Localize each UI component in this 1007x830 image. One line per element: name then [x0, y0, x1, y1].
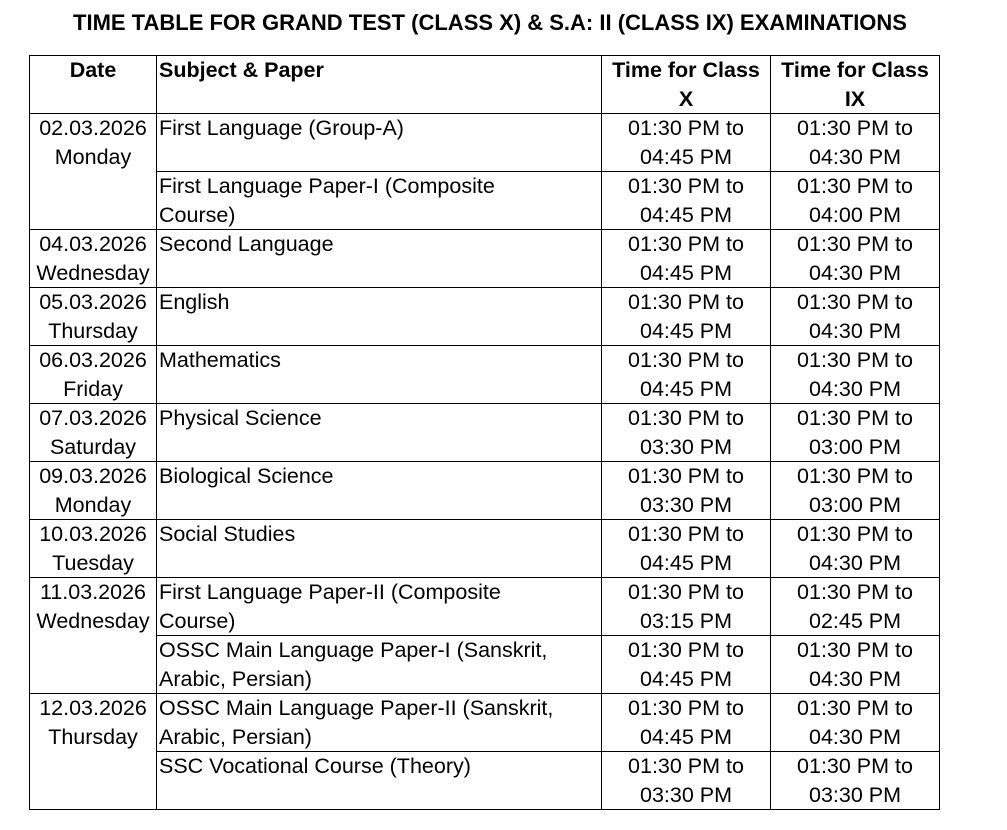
table-row [30, 346, 940, 404]
exam-day: Monday [54, 144, 132, 169]
subject-cell [157, 288, 602, 346]
time-line: 01:30 PM to [797, 754, 913, 778]
class-ix-time-cell [771, 172, 940, 230]
time-line: 04:45 PM [639, 376, 733, 401]
subject-cell [157, 520, 602, 578]
class-ix-time-cell [771, 404, 940, 462]
time-line: 04:30 PM [808, 550, 902, 575]
time-line: 01:30 PM to [628, 174, 744, 198]
exam-day: Wednesday [36, 608, 150, 633]
subject-cell [157, 346, 602, 404]
exam-date: 04.03.2026 [39, 232, 147, 256]
date-cell [30, 578, 157, 694]
exam-day: Thursday [48, 724, 138, 749]
time-line: 03:30 PM [639, 434, 733, 459]
time-line: 01:30 PM to [628, 464, 744, 488]
time-line: 04:45 PM [639, 724, 733, 749]
date-cell [30, 346, 157, 404]
time-line: 04:30 PM [808, 144, 902, 169]
time-line: 03:30 PM [639, 782, 733, 807]
exam-day: Saturday [49, 434, 137, 459]
exam-date: 05.03.2026 [39, 290, 147, 314]
subject-cell [157, 752, 602, 810]
subject-line: OSSC Main Language Paper-II (Sanskrit, [159, 696, 554, 720]
subject-line: First Language Paper-I (Composite [159, 174, 495, 198]
class-x-time-cell [602, 694, 771, 752]
header-class-ix: Time for Class IX [771, 56, 940, 114]
time-line: 04:30 PM [808, 318, 902, 343]
date-cell [30, 114, 157, 230]
class-x-time-cell [602, 114, 771, 172]
exam-date: 07.03.2026 [39, 406, 147, 430]
class-x-time-cell [602, 404, 771, 462]
table-row [30, 520, 940, 578]
time-line: 01:30 PM to [797, 464, 913, 488]
exam-day: Wednesday [36, 260, 150, 285]
exam-date: 12.03.2026 [39, 696, 147, 720]
table-row [30, 694, 940, 752]
time-line: 01:30 PM to [628, 754, 744, 778]
time-line: 03:00 PM [808, 492, 902, 517]
subject-cell [157, 578, 602, 636]
time-line: 01:30 PM to [797, 174, 913, 198]
date-cell [30, 404, 157, 462]
class-ix-time-cell [771, 694, 940, 752]
time-line: 01:30 PM to [628, 116, 744, 140]
time-line: 03:30 PM [808, 782, 902, 807]
subject-line: Mathematics [159, 348, 281, 372]
class-x-time-cell [602, 346, 771, 404]
time-line: 04:45 PM [639, 318, 733, 343]
subject-line: Second Language [159, 232, 334, 256]
table-row [30, 288, 940, 346]
table-row [30, 172, 940, 230]
class-ix-time-cell [771, 636, 940, 694]
subject-line: Physical Science [159, 406, 322, 430]
date-cell [30, 288, 157, 346]
time-line: 04:30 PM [808, 724, 902, 749]
time-line: 04:45 PM [639, 144, 733, 169]
time-line: 04:45 PM [639, 666, 733, 691]
exam-day: Tuesday [52, 550, 134, 575]
class-ix-time-cell [771, 520, 940, 578]
timetable-body [30, 114, 940, 810]
date-cell [30, 694, 157, 810]
subject-line: Arabic, Persian) [159, 724, 312, 749]
subject-line: SSC Vocational Course (Theory) [159, 754, 471, 778]
time-line: 03:30 PM [639, 492, 733, 517]
table-row [30, 404, 940, 462]
subject-cell [157, 404, 602, 462]
time-line: 01:30 PM to [797, 116, 913, 140]
time-line: 01:30 PM to [797, 232, 913, 256]
time-line: 04:30 PM [808, 666, 902, 691]
time-line: 01:30 PM to [628, 580, 744, 604]
subject-line: OSSC Main Language Paper-I (Sanskrit, [159, 638, 548, 662]
table-row [30, 752, 940, 810]
exam-date: 10.03.2026 [39, 522, 147, 546]
time-line: 01:30 PM to [628, 232, 744, 256]
header-row [30, 56, 940, 114]
time-line: 04:45 PM [639, 550, 733, 575]
header-date: Date [30, 56, 157, 114]
class-x-time-cell [602, 230, 771, 288]
exam-date: 06.03.2026 [39, 348, 147, 372]
subject-line: Arabic, Persian) [159, 666, 312, 691]
class-ix-time-cell [771, 288, 940, 346]
class-x-time-cell [602, 520, 771, 578]
time-line: 01:30 PM to [628, 290, 744, 314]
subject-cell [157, 230, 602, 288]
subject-line: English [159, 290, 230, 314]
subject-cell [157, 114, 602, 172]
subject-cell [157, 462, 602, 520]
table-row [30, 462, 940, 520]
class-x-time-cell [602, 288, 771, 346]
time-line: 04:00 PM [808, 202, 902, 227]
time-line: 01:30 PM to [628, 638, 744, 662]
exam-date: 02.03.2026 [39, 116, 147, 140]
time-line: 01:30 PM to [797, 522, 913, 546]
class-ix-time-cell [771, 346, 940, 404]
subject-line: First Language Paper-II (Composite [159, 580, 501, 604]
class-x-time-cell [602, 462, 771, 520]
time-line: 01:30 PM to [797, 580, 913, 604]
time-line: 04:45 PM [639, 202, 733, 227]
subject-cell [157, 636, 602, 694]
class-ix-time-cell [771, 578, 940, 636]
time-line: 01:30 PM to [628, 522, 744, 546]
subject-cell [157, 172, 602, 230]
class-x-time-cell [602, 172, 771, 230]
page-title: TIME TABLE FOR GRAND TEST (CLASS X) & S.A: II (CLASS IX) EXAMINATIONS [73, 10, 907, 35]
table-row [30, 114, 940, 172]
timetable [29, 55, 940, 810]
time-line: 03:00 PM [808, 434, 902, 459]
subject-line: First Language (Group-A) [159, 116, 404, 140]
time-line: 04:30 PM [808, 376, 902, 401]
exam-day: Friday [63, 376, 123, 401]
time-line: 03:15 PM [639, 608, 733, 633]
table-row [30, 636, 940, 694]
date-cell [30, 462, 157, 520]
exam-date: 11.03.2026 [39, 580, 146, 604]
class-ix-time-cell [771, 752, 940, 810]
time-line: 02:45 PM [808, 608, 902, 633]
exam-day: Monday [54, 492, 132, 517]
time-line: 01:30 PM to [797, 638, 913, 662]
class-ix-time-cell [771, 114, 940, 172]
time-line: 04:30 PM [808, 260, 902, 285]
time-line: 01:30 PM to [797, 696, 913, 720]
subject-line: Course) [159, 608, 236, 633]
time-line: 01:30 PM to [628, 696, 744, 720]
class-x-time-cell [602, 636, 771, 694]
exam-date: 09.03.2026 [39, 464, 147, 488]
class-x-time-cell [602, 578, 771, 636]
date-cell [30, 230, 157, 288]
time-line: 01:30 PM to [628, 406, 744, 430]
table-row [30, 230, 940, 288]
subject-cell [157, 694, 602, 752]
time-line: 04:45 PM [639, 260, 733, 285]
subject-line: Course) [159, 202, 236, 227]
class-ix-time-cell [771, 462, 940, 520]
time-line: 01:30 PM to [797, 406, 913, 430]
date-cell [30, 520, 157, 578]
subject-line: Social Studies [159, 522, 296, 546]
time-line: 01:30 PM to [797, 348, 913, 372]
subject-line: Biological Science [159, 464, 334, 488]
header-class-x: Time for Class X [602, 56, 771, 114]
time-line: 01:30 PM to [628, 348, 744, 372]
class-x-time-cell [602, 752, 771, 810]
class-ix-time-cell [771, 230, 940, 288]
exam-day: Thursday [48, 318, 138, 343]
header-subject: Subject & Paper [157, 56, 602, 114]
table-row [30, 578, 940, 636]
time-line: 01:30 PM to [797, 290, 913, 314]
